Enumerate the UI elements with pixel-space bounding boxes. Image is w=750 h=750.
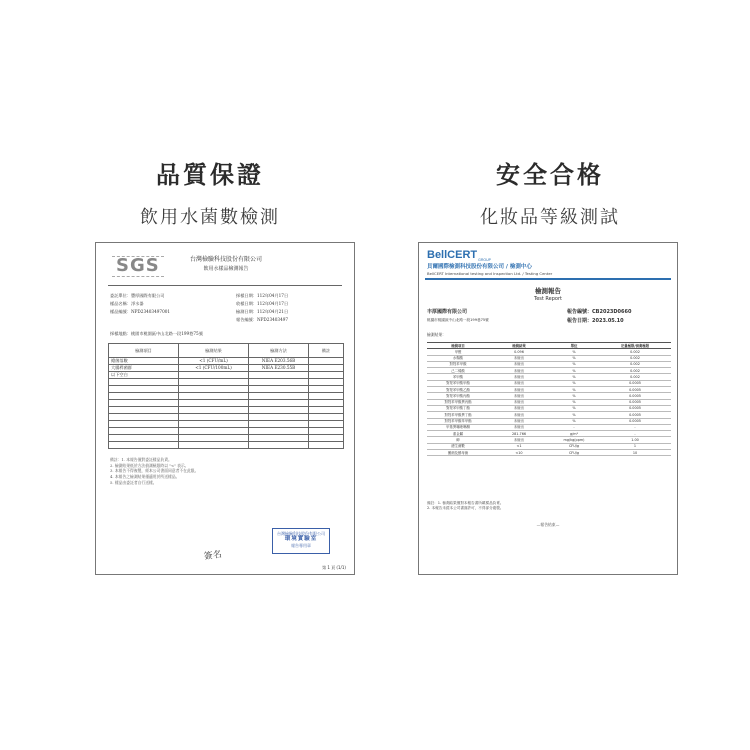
sgs-info-line: 採樣地點：桃園市桃園區中山北路一段199巷75號 [110, 331, 203, 336]
table-cell: 281.766 [489, 431, 549, 437]
table-cell: % [549, 387, 599, 393]
stamp-line: 台灣檢驗科技股份有限公司 [277, 531, 325, 536]
table-row [109, 386, 344, 393]
table-cell: % [549, 412, 599, 418]
table-row [109, 407, 344, 414]
table-cell: 未檢出 [489, 437, 549, 443]
table-row [109, 442, 344, 449]
table-cell: 甲基異噻唑啉酮 [427, 424, 489, 430]
report-title: 檢測報告 [535, 287, 561, 295]
table-cell: 對羥苯甲酸苯甲酯 [427, 418, 489, 424]
table-header: 檢測結果 [489, 343, 549, 349]
note-line: 4. 本報告之檢測結果僅適用於所送樣品。 [110, 474, 180, 480]
table-cell: 0.002 [599, 374, 671, 380]
table-cell: 0.0005 [599, 412, 671, 418]
table-cell: 未檢出 [489, 368, 549, 374]
table-cell: 1.00 [599, 437, 671, 443]
table-cell: <1 (CFU/100mL) [179, 365, 249, 372]
bellcert-results-table [427, 342, 671, 456]
table-cell: 水楊酸 [427, 355, 489, 361]
table-cell: - [599, 431, 671, 437]
table-cell: CFU/g [549, 443, 599, 449]
table-cell: 未檢出 [489, 399, 549, 405]
table-cell: % [549, 349, 599, 355]
report-title-en: Test Report [533, 296, 562, 302]
signature: 簽名 [203, 549, 223, 563]
table-cell: 未檢出 [489, 387, 549, 393]
report-date: 報告日期：2023.05.10 [567, 318, 624, 324]
right-section-title: 安全合格 [496, 161, 604, 189]
table-cell: 總菌落數 [109, 358, 179, 365]
client-address: 桃園市桃園區中山北路一段199巷75號 [427, 318, 489, 322]
table-cell: - [599, 424, 671, 430]
header-divider [425, 278, 671, 280]
left-section-subtitle: 飲用水菌數檢測 [140, 207, 280, 228]
table-row [109, 414, 344, 421]
table-cell: 未檢出 [489, 374, 549, 380]
table-cell: % [549, 355, 599, 361]
table-row [109, 372, 344, 379]
table-cell: 0.0005 [599, 380, 671, 386]
table-cell: 未檢出 [489, 393, 549, 399]
table-cell: % [549, 399, 599, 405]
table-row [427, 450, 671, 456]
table-cell: g/m³ [549, 431, 599, 437]
official-stamp [272, 528, 330, 554]
table-cell [309, 365, 344, 372]
stamp-line: 報告專用章 [291, 543, 311, 549]
table-cell: 未檢出 [489, 405, 549, 411]
table-row [109, 358, 344, 365]
table-row [109, 379, 344, 386]
table-cell: 未檢出 [489, 412, 549, 418]
sgs-info-line: 委託單位：豐厚國際有限公司 [110, 293, 165, 298]
table-cell: 對羥苯甲酸甲酯 [427, 380, 489, 386]
sgs-info-line: 收樣日期：112年04月17日 [236, 301, 289, 306]
table-cell: 0.002 [599, 355, 671, 361]
results-label: 檢測結果： [427, 332, 446, 337]
table-row [109, 400, 344, 407]
table-cell: % [549, 380, 599, 386]
table-cell: 對羥苯甲酸乙酯 [427, 387, 489, 393]
table-cell: 0.0005 [599, 399, 671, 405]
table-cell: 對羥苯甲酸異丁酯 [427, 412, 489, 418]
table-cell: 苯甲酸 [427, 374, 489, 380]
table-cell: 未檢出 [489, 355, 549, 361]
table-cell: 未檢出 [489, 418, 549, 424]
table-cell: 0.0005 [599, 405, 671, 411]
table-cell: 黴菌及酵母菌 [427, 450, 489, 456]
sgs-header-rule [108, 285, 342, 286]
table-cell: mg/kg(ppm) [549, 437, 599, 443]
table-cell: 0.0005 [599, 418, 671, 424]
table-cell: % [549, 368, 599, 374]
bellcert-logo-group: GROUP [478, 258, 491, 263]
sgs-logo: SGS [116, 255, 160, 276]
bellcert-company-cn: 貝爾國際檢測科技股份有限公司 / 檢測中心 [427, 264, 532, 270]
sgs-info-line: 採樣日期：112年04月17日 [236, 293, 289, 298]
table-cell: 對羥苯甲酸 [427, 361, 489, 367]
table-row [109, 435, 344, 442]
note-line: 2. 本報告未經本公司書面許可，不得部分複製。 [427, 506, 504, 511]
table-row [109, 421, 344, 428]
table-row [109, 428, 344, 435]
note-line: 3. 本報告不得複製，經本公司書面同意者不在此限。 [110, 468, 199, 474]
sgs-info-line: 樣品編號：NPD23403497001 [110, 309, 171, 314]
sgs-report-image[interactable] [95, 242, 355, 575]
table-cell: <1 (CFU/mL) [179, 358, 249, 365]
table-header: 檢測方法 [249, 344, 309, 358]
table-cell: 甲醛 [427, 349, 489, 355]
bellcert-company-en: BellCERT International testing and Inspection Ltd. / Testing Center [427, 271, 553, 276]
report-number: 報告編號：CB2023D0660 [567, 309, 632, 315]
table-cell: 0.002 [599, 349, 671, 355]
note-line: 備註：1. 本報告僅對委託樣品負責。 [110, 457, 172, 462]
bellcert-logo [427, 249, 491, 263]
table-cell: 未檢出 [489, 380, 549, 386]
table-header: 檢測項目 [427, 343, 489, 349]
table-header: 單位 [549, 343, 599, 349]
table-cell [309, 358, 344, 365]
note-line: 2. 檢測結果低於方法偵測極限時以 "<" 表示。 [110, 462, 189, 468]
table-cell: 0.002 [599, 368, 671, 374]
table-cell: 大腸桿菌群 [109, 365, 179, 372]
sgs-results-table [108, 343, 344, 449]
table-cell: 0.0005 [599, 387, 671, 393]
note-line: 備註：1. 檢測結果僅對本報告書所載樣品負責。 [427, 501, 504, 505]
table-cell [249, 372, 309, 379]
table-cell: CFU/g [549, 450, 599, 456]
table-cell: 對羥苯甲酸丙酯 [427, 393, 489, 399]
right-section-subtitle: 化妝品等級測試 [480, 207, 620, 228]
table-cell: % [549, 393, 599, 399]
report-end-marker: —報告結束— [536, 522, 560, 527]
bellcert-report-image[interactable] [418, 242, 678, 575]
table-cell: 0.0005 [599, 393, 671, 399]
page-number: 第 1 頁 (1/1) [322, 565, 346, 570]
table-header: 備註 [309, 344, 344, 358]
table-cell: 0.096 [489, 349, 549, 355]
table-cell: <10 [489, 450, 549, 456]
table-cell: 未檢出 [489, 424, 549, 430]
table-cell: 對羥苯甲酸異丙酯 [427, 399, 489, 405]
left-section-title: 品質保證 [156, 161, 264, 189]
table-cell: % [549, 405, 599, 411]
table-cell: 砷 [427, 437, 489, 443]
table-cell: 1 [599, 443, 671, 449]
sgs-info-line: 報告編號：NPD23403497 [236, 317, 289, 322]
table-cell: 未檢出 [489, 361, 549, 367]
table-cell: 以下空白 [109, 372, 179, 379]
table-cell: % [549, 361, 599, 367]
table-row [109, 393, 344, 400]
table-header: 檢測項目 [109, 344, 179, 358]
table-cell: 總生菌數 [427, 443, 489, 449]
table-cell: 對羥苯甲酸丁酯 [427, 405, 489, 411]
bellcert-logo-text: BellCERT [427, 249, 478, 261]
table-cell: % [549, 418, 599, 424]
table-cell: 重金屬 [427, 431, 489, 437]
table-header: 定量極限/偵測極限 [599, 343, 671, 349]
bellcert-notes [427, 501, 671, 512]
table-cell: - [549, 424, 599, 430]
table-cell: 10 [599, 450, 671, 456]
sgs-company-name: 台灣檢驗科技股份有限公司 [189, 256, 262, 263]
sgs-info-line: 檢測日期：112年04月21日 [236, 309, 289, 314]
table-cell: 己二烯酸 [427, 368, 489, 374]
table-cell [179, 372, 249, 379]
note-line: 5. 樣品由委託者自行送樣。 [110, 479, 157, 485]
stamp-line: 環境實驗室 [284, 536, 318, 543]
sgs-report-name: 飲用水樣品檢測報告 [203, 266, 249, 272]
client-name: 丰厚國際有限公司 [427, 309, 468, 315]
sgs-info-line: 樣品名稱：淨水器 [110, 301, 144, 306]
sgs-notes [110, 457, 340, 485]
table-cell: 0.002 [599, 361, 671, 367]
table-cell [309, 372, 344, 379]
table-cell: <1 [489, 443, 549, 449]
table-row [109, 365, 344, 372]
table-cell: NIEA E203.56B [249, 358, 309, 365]
table-cell: % [549, 374, 599, 380]
table-cell: NIEA E230.55B [249, 365, 309, 372]
table-header: 檢測結果 [179, 344, 249, 358]
